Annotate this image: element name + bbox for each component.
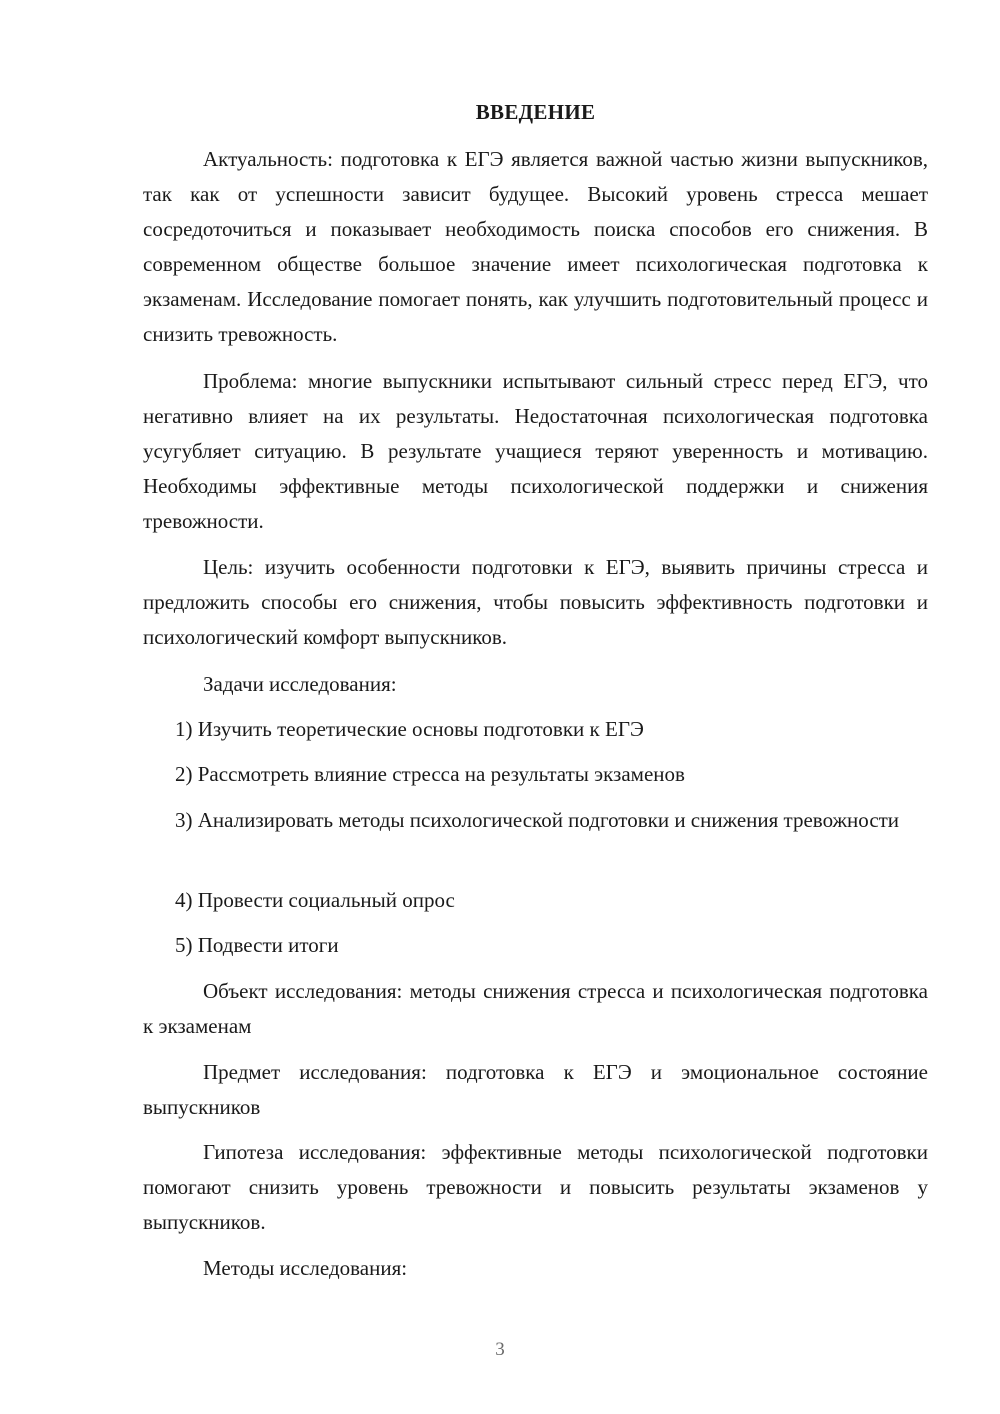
task-item-5: 5) Подвести итоги — [175, 933, 339, 957]
task-item-1: 1) Изучить теоретические основы подготовки к ЕГЭ — [175, 717, 644, 741]
problem-paragraph: Проблема: многие выпускники испытывают сильный стресс перед ЕГЭ, что негативно влияет на их результаты. Недостаточная психологическая подготовка усугубляет ситуацию. В результате учащиеся теряют уверенность и мотивацию. Необходимы эффективные методы психологической поддержки и снижения тревожности. — [143, 369, 928, 533]
task-item-4: 4) Провести социальный опрос — [175, 888, 455, 912]
goal-paragraph: Цель: изучить особенности подготовки к ЕГЭ, выявить причины стресса и предложить способы его снижения, чтобы повысить эффективность подготовки и психологический комфорт выпускников. — [143, 555, 928, 649]
task-item-2: 2) Рассмотреть влияние стресса на результаты экзаменов — [175, 762, 685, 786]
relevance-paragraph: Актуальность: подготовка к ЕГЭ является важной частью жизни выпускников, так как от успешности зависит будущее. Высокий уровень стресса мешает сосредоточиться и показывает необходимость поиска способов его снижения. В современном обществе большое значение имеет психологическая подготовка к экзаменам. Исследование помогает понять, как улучшить подготовительный процесс и снизить тревожность. — [143, 147, 928, 346]
page-content — [143, 0, 928, 1414]
page-number: 3 — [495, 1339, 505, 1360]
tasks-heading: Задачи исследования: — [203, 672, 397, 696]
research-object-paragraph: Объект исследования: методы снижения стресса и психологическая подготовка к экзаменам — [143, 979, 928, 1038]
methods-heading: Методы исследования: — [203, 1256, 408, 1280]
task-item-3: 3) Анализировать методы психологической подготовки и снижения тревожности — [175, 808, 900, 832]
page-title: ВВЕДЕНИЕ — [475, 100, 596, 124]
hypothesis-paragraph: Гипотеза исследования: эффективные методы психологической подготовки помогают снизить уровень тревожности и повысить результаты экзаменов у выпускников. — [143, 1140, 928, 1234]
research-subject-paragraph: Предмет исследования: подготовка к ЕГЭ и эмоциональное состояние выпускников — [143, 1060, 928, 1119]
